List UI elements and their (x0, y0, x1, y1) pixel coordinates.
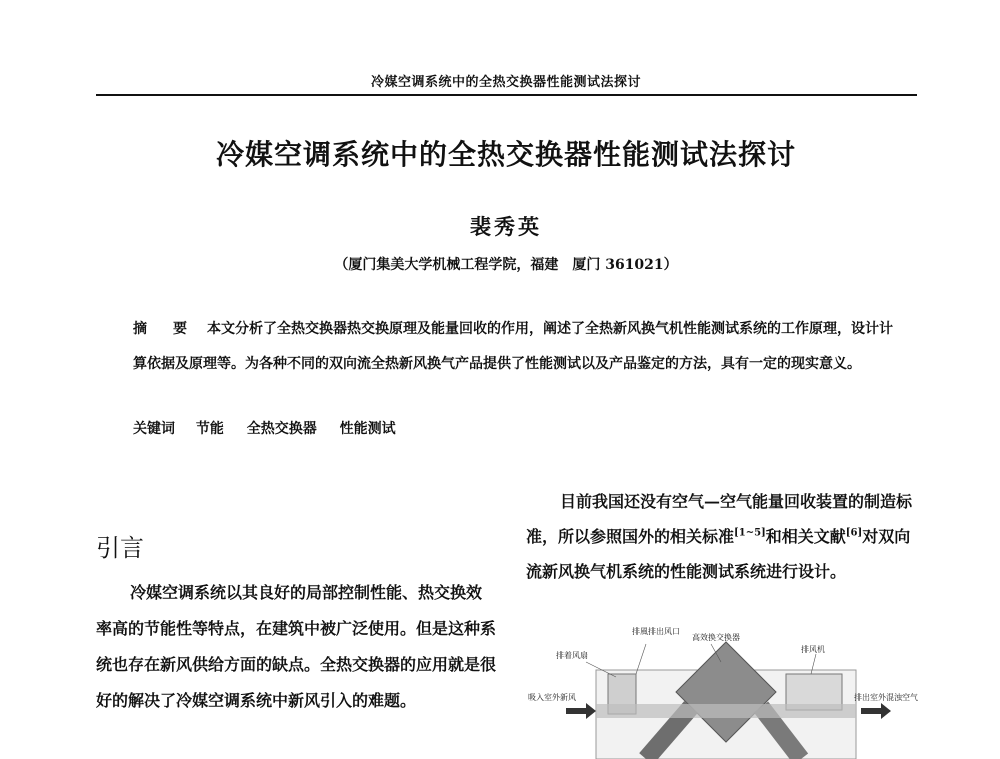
running-head: 冷媒空调系统中的全热交换器性能测试法探讨 (370, 75, 641, 90)
paragraph-text: 对双向流新风换气机系统的性能测试系统进行设计。 (526, 527, 911, 581)
right-column-paragraph (526, 484, 918, 589)
figure-label-inlet: 吸入室外新风 (528, 693, 576, 702)
arrow-right-icon (861, 703, 891, 719)
arrow-right-icon (566, 703, 596, 719)
figure-label-left-fan: 排着风扇 (556, 651, 588, 660)
paragraph-text: 目前我国还没有空气—空气能量回收装置的制造标准，所以参照国外的相关标准 (526, 492, 913, 546)
abstract-text: 本文分析了全热交换器热交换原理及能量回收的作用，阐述了全热新风换气机性能测试系统的工作原理，设计计算依据及原理等。为各种不同的双向流全热新风换气产品提供了性能测试以及产品鉴定的方法，具有一定的现实意义。 (133, 321, 893, 372)
keywords-label: 关键词 (133, 421, 175, 437)
figure-label-outlet: 排出室外混浊空气 (854, 693, 918, 702)
figure-label-exhaust-outlet: 排風排出风口 (632, 627, 680, 636)
citation-ref: [6] (845, 527, 863, 539)
keyword-item: 节能 (195, 421, 224, 437)
airflow-channel (596, 704, 856, 718)
keyword-item: 性能测试 (339, 421, 396, 437)
abstract (133, 312, 893, 382)
keyword-item: 全热交换器 (246, 421, 317, 437)
figure-label-right-fan: 排风机 (801, 645, 825, 654)
section-heading-introduction: 引言 (96, 534, 144, 562)
heat-exchanger-figure (526, 622, 918, 759)
abstract-label: 摘 要 (133, 321, 193, 337)
paper-title: 冷媒空调系统中的全热交换器性能测试法探讨 (215, 138, 796, 171)
introduction-paragraph: 冷媒空调系统以其良好的局部控制性能、热交换效率高的节能性等特点，在建筑中被广泛使用。但是这种系统也存在新风供给方面的缺点。全热交换器的应用就是很好的解决了冷媒空调系统中新风引入的难题。 (96, 583, 497, 710)
author-name: 裴秀英 (470, 214, 542, 239)
citation-ref: [1~5] (734, 527, 766, 539)
author-affiliation: （厦门集美大学机械工程学院，福建 厦门 361021） (334, 257, 678, 273)
figure-label-exchanger: 高效换交换器 (692, 633, 740, 642)
header-rule (96, 94, 917, 96)
keywords (133, 418, 893, 438)
paragraph-text: 和相关文献 (765, 527, 846, 546)
